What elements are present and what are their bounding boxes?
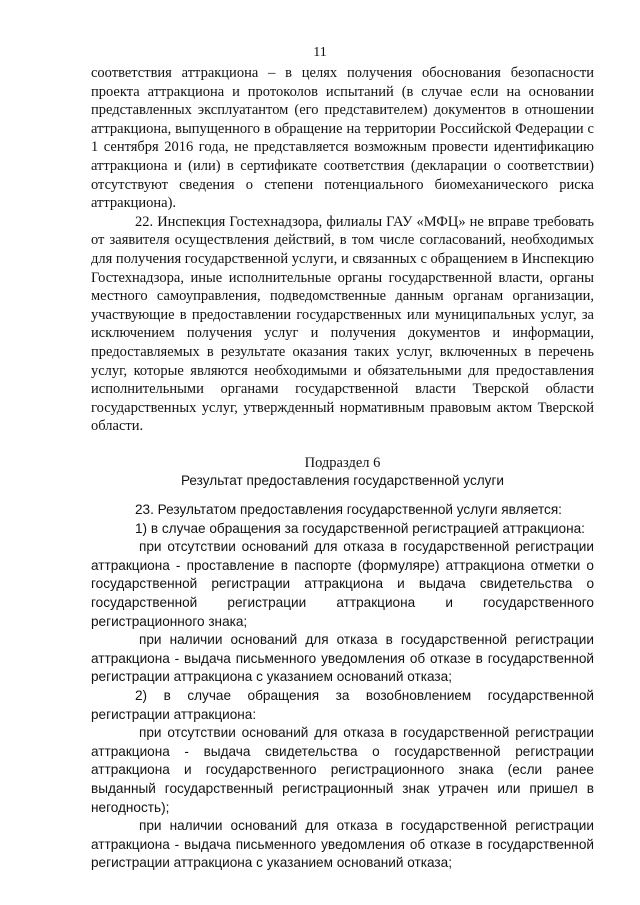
- list-item-2-grounds: при наличии оснований для отказа в государственной регистрации аттракциона - выдача письменного уведомления об отказе в государственной регистрации аттракциона с указанием оснований отказа;: [91, 818, 594, 871]
- list-item-1: 1) в случае обращения за государственной регистрацией аттракциона:: [135, 520, 585, 536]
- subsection-subtitle: Результат предоставления государственной услуги: [180, 473, 505, 489]
- result-section: [91, 501, 594, 873]
- list-item-2-no-grounds: при отсутствии оснований для отказа в государственной регистрации аттракциона - выдача свидетельства о государственной регистрации аттракциона и государственного регистрационного знака (если ранее выданный государственный регистрационный знак утрачен или пришел в негодность);: [91, 725, 594, 815]
- list-item-2: 2) в случае обращения за возобновлением государственной регистрации аттракциона:: [91, 688, 594, 722]
- paragraph-23: 23. Результатом предоставления государственной услуги является:: [135, 502, 562, 518]
- document-body: [91, 64, 594, 873]
- list-item-1-no-grounds: при отсутствии оснований для отказа в государственной регистрации аттракциона - проставление в паспорте (формуляре) аттракциона отметки о государственной регистрации аттракциона и выдача свидетельства о государственной регистрации аттракциона и государственного регистрационного знака;: [91, 539, 594, 629]
- subsection-title: Подраздел 6: [304, 454, 381, 471]
- list-item-1-grounds: при наличии оснований для отказа в государственной регистрации аттракциона - выдача письменного уведомления об отказе в государственной регистрации аттракциона с указанием оснований отказа;: [91, 632, 594, 685]
- paragraph-22: 22. Инспекция Гостехнадзора, филиалы ГАУ «МФЦ» не вправе требовать от заявителя осуществления действий, в том числе согласований, необходимых для получения государственной услуги, и связанных с обращением в Инспекцию Гостехнадзора, иные исполнительные органы государственной власти, органы местного самоуправления, подведомственные данным органам организации, участвующие в предоставлении государственных или муниципальных услуг, за исключением получения услуг и получения документов и информации, предоставляемых в результате оказания таких услуг, включенных в перечень услуг, которые являются необходимыми и обязательными для предоставления исполнительными органами государственной власти Тверской области государственных услуг, утвержденный нормативным правовым актом Тверской области.: [91, 213, 594, 435]
- page-number: 11: [313, 45, 327, 60]
- paragraph-continuation: соответствия аттракциона – в целях получения обоснования безопасности проекта аттракциона и протоколов испытаний (в случае если на основании представленных эксплуатантом (его представителем) документов в отношении аттракциона, выпущенного в обращение на территории Российской Федерации с 1 сентября 2016 года, не представляется возможным провести идентификацию аттракциона и (или) в сертификате соответствия (декларации о соответствии) отсутствуют сведения о степени потенциального биомеханического риска аттракциона).: [91, 65, 594, 212]
